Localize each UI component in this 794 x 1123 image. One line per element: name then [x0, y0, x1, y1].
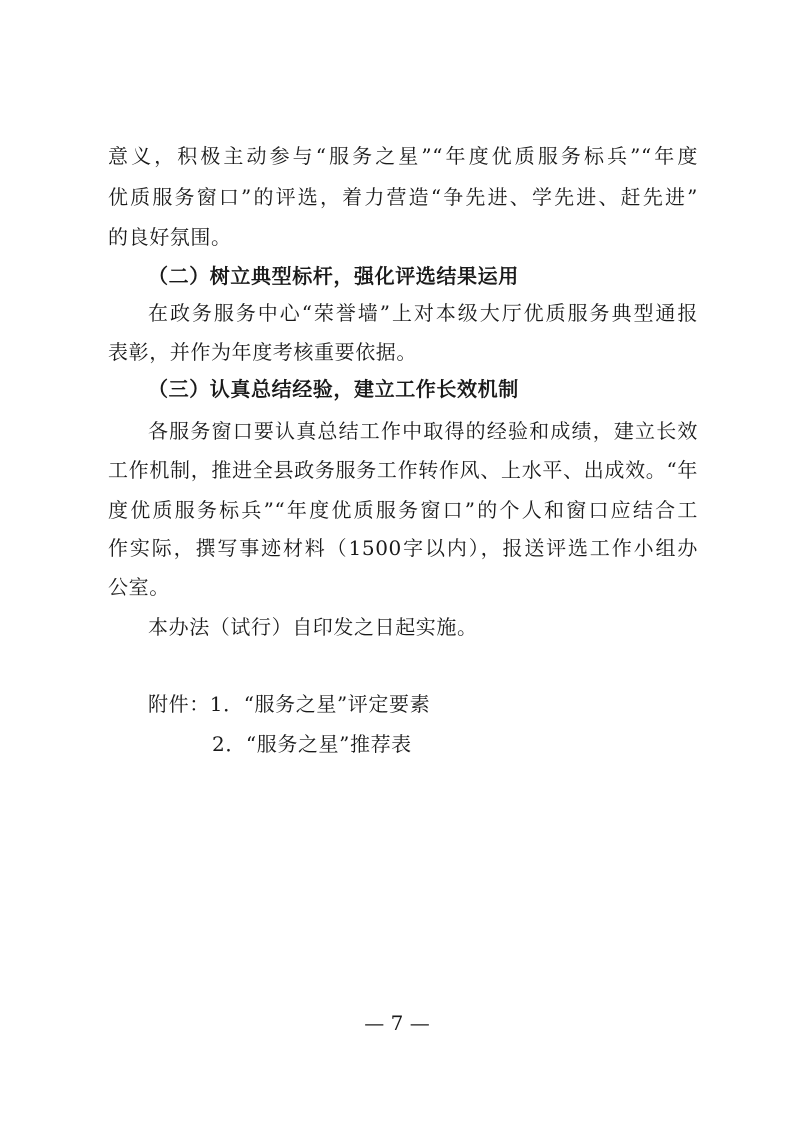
paragraph-line: 公室。 — [108, 575, 170, 599]
page-number: — 7 — — [364, 1011, 430, 1035]
paragraph-line: 作实际，撰写事迹材料（1500字以内），报送评选工作小组办 — [108, 536, 698, 560]
paragraph-line: 的良好氛围。 — [108, 225, 232, 249]
paragraph-line: 度优质服务标兵”“年度优质服务窗口”的个人和窗口应结合工 — [108, 498, 698, 522]
section-heading-2: （二）树立典型标杆，强化评选结果运用 — [148, 264, 519, 288]
section-heading-3: （三）认真总结经验，建立工作长效机制 — [148, 377, 519, 401]
paragraph-line: 工作机制，推进全县政务服务工作转作风、上水平、出成效。“年 — [108, 458, 698, 482]
paragraph-line: 各服务窗口要认真总结工作中取得的经验和成绩，建立长效 — [148, 419, 698, 443]
paragraph-line: 意义，积极主动参与“服务之星”“年度优质服务标兵”“年度 — [108, 144, 698, 168]
paragraph-line: 在政务服务中心“荣誉墙”上对本级大厅优质服务典型通报 — [148, 301, 698, 325]
paragraph-line: 本办法（试行）自印发之日起实施。 — [148, 615, 478, 639]
attachment-item-1: 附件：1．“服务之星”评定要素 — [148, 692, 431, 716]
attachment-item-2: 2．“服务之星”推荐表 — [212, 732, 412, 756]
paragraph-line: 优质服务窗口”的评选，着力营造“争先进、学先进、赶先进” — [108, 185, 698, 209]
paragraph-line: 表彰，并作为年度考核重要依据。 — [108, 340, 417, 364]
